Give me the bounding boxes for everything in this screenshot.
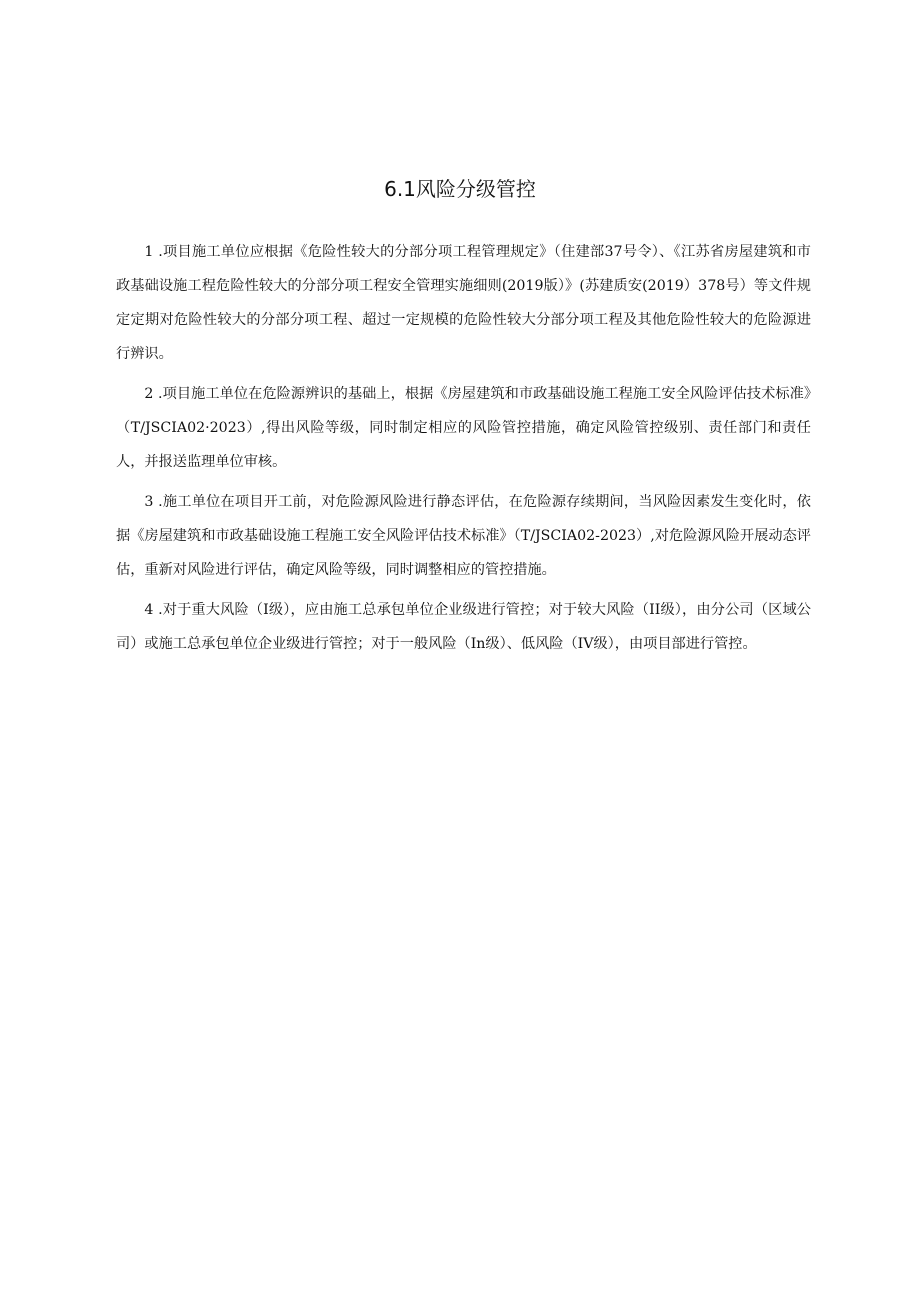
paragraph-3: 3 .施工单位在项目开工前，对危险源风险进行静态评估，在危险源存续期间，当风险因素发生变化时，依据《房屋建筑和市政基础设施工程施工安全风险评估技术标准》（T/JSCIA02-2023）,对危险源风险开展动态评估，重新对风险进行评估，确定风险等级，同时调整相应的管控措施。 [116, 494, 811, 578]
document-body [116, 235, 811, 667]
paragraph-2: 2 .项目施工单位在危险源辨识的基础上，根据《房屋建筑和市政基础设施工程施工安全风险评估技术标准》（T/JSCIA02·2023）,得出风险等级，同时制定相应的风险管控措施，确定风险管控级别、责任部门和责任人，并报送监理单位审核。 [116, 386, 811, 470]
paragraph-4: 4 .对于重大风险（I级），应由施工总承包单位企业级进行管控；对于较大风险（II级），由分公司（区域公司）或施工总承包单位企业级进行管控；对于一般风险（In级）、低风险（IV级），由项目部进行管控。 [116, 602, 811, 652]
paragraph-1: 1 .项目施工单位应根据《危险性较大的分部分项工程管理规定》（住建部37号令）、《江苏省房屋建筑和市政基础设施工程危险性较大的分部分项工程安全管理实施细则(2019版）》(苏建质安(2019）378号）等文件规定定期对危险性较大的分部分项工程、超过一定规模的危险性较大分部分项工程及其他危险性较大的危险源进行辨识。 [116, 244, 811, 362]
section-heading: 6.1风险分级管控 [384, 177, 536, 201]
